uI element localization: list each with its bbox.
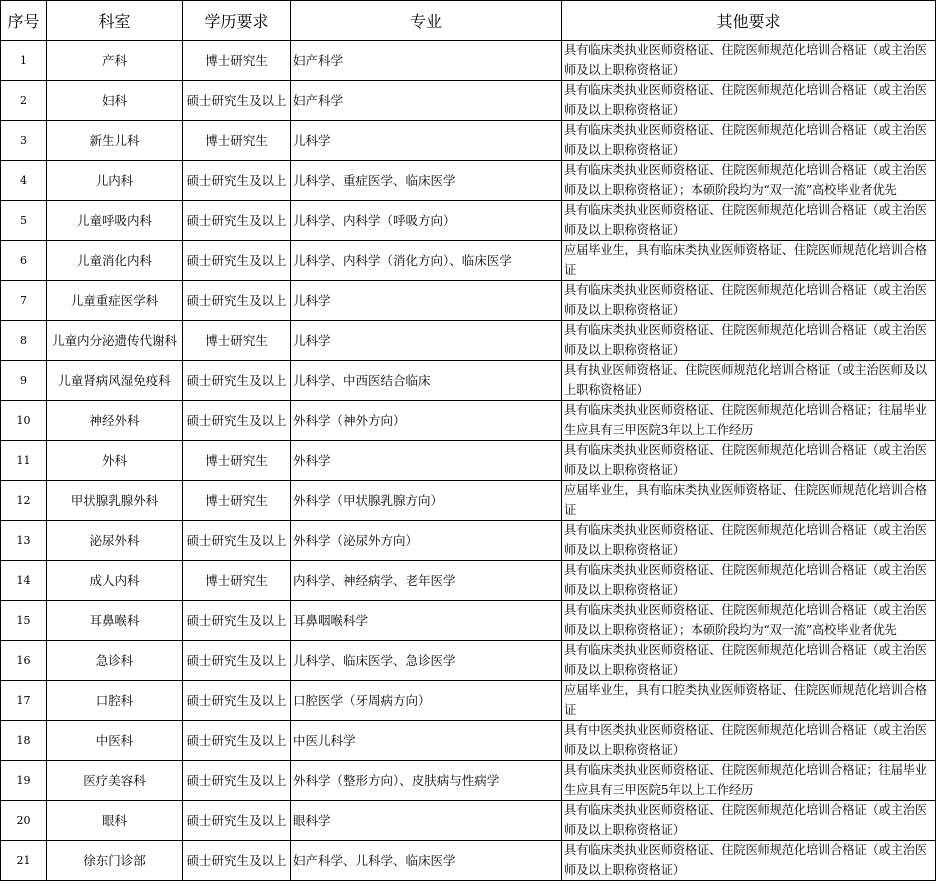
cell-other: 具有临床类执业医师资格证、住院医师规范化培训合格证（或主治医师及以上职称资格证） [562, 41, 936, 81]
cell-dept: 外科 [47, 441, 183, 481]
cell-major: 外科学（神外方向） [291, 401, 562, 441]
cell-dept: 泌尿外科 [47, 521, 183, 561]
cell-other: 具有执业医师资格证、住院医师规范化培训合格证（或主治医师及以上职称资格证） [562, 361, 936, 401]
table-row [1, 401, 936, 441]
cell-dept: 儿童呼吸内科 [47, 201, 183, 241]
cell-num: 9 [1, 361, 47, 401]
cell-edu: 硕士研究生及以上 [183, 761, 291, 801]
table-row [1, 161, 936, 201]
cell-num: 17 [1, 681, 47, 721]
header-row [1, 1, 936, 41]
cell-other: 具有临床类执业医师资格证、住院医师规范化培训合格证（或主治医师及以上职称资格证） [562, 441, 936, 481]
cell-num: 5 [1, 201, 47, 241]
cell-major: 内科学、神经病学、老年医学 [291, 561, 562, 601]
table-header [1, 1, 936, 41]
cell-dept: 产科 [47, 41, 183, 81]
cell-major: 中医儿科学 [291, 721, 562, 761]
table-row [1, 321, 936, 361]
cell-major: 妇产科学、儿科学、临床医学 [291, 841, 562, 881]
cell-other: 具有临床类执业医师资格证、住院医师规范化培训合格证（或主治医师及以上职称资格证） [562, 201, 936, 241]
cell-num: 3 [1, 121, 47, 161]
cell-other: 应届毕业生，具有口腔类执业医师资格证、住院医师规范化培训合格证 [562, 681, 936, 721]
cell-dept: 新生儿科 [47, 121, 183, 161]
cell-dept: 眼科 [47, 801, 183, 841]
cell-other: 具有临床类执业医师资格证、住院医师规范化培训合格证（或主治医师及以上职称资格证） [562, 521, 936, 561]
cell-major: 妇产科学 [291, 81, 562, 121]
cell-dept: 耳鼻喉科 [47, 601, 183, 641]
cell-dept: 儿童内分泌遗传代谢科 [47, 321, 183, 361]
table-row [1, 241, 936, 281]
cell-edu: 博士研究生 [183, 41, 291, 81]
cell-other: 具有临床类执业医师资格证、住院医师规范化培训合格证（或主治医师及以上职称资格证） [562, 81, 936, 121]
cell-major: 外科学（整形方向）、皮肤病与性病学 [291, 761, 562, 801]
header-dept: 科室 [47, 1, 183, 41]
cell-num: 14 [1, 561, 47, 601]
cell-num: 11 [1, 441, 47, 481]
cell-dept: 徐东门诊部 [47, 841, 183, 881]
table-row [1, 641, 936, 681]
cell-other: 具有临床类执业医师资格证、住院医师规范化培训合格证（或主治医师及以上职称资格证） [562, 321, 936, 361]
cell-dept: 医疗美容科 [47, 761, 183, 801]
cell-other: 具有临床类执业医师资格证、住院医师规范化培训合格证（或主治医师及以上职称资格证） [562, 801, 936, 841]
cell-num: 8 [1, 321, 47, 361]
cell-major: 儿科学、内科学（消化方向）、临床医学 [291, 241, 562, 281]
cell-num: 13 [1, 521, 47, 561]
table-row [1, 41, 936, 81]
cell-major: 外科学（泌尿外方向） [291, 521, 562, 561]
cell-major: 儿科学 [291, 121, 562, 161]
cell-dept: 神经外科 [47, 401, 183, 441]
cell-other: 具有临床类执业医师资格证、住院医师规范化培训合格证；往届毕业生应具有三甲医院3年以上工作经历 [562, 401, 936, 441]
cell-other: 具有临床类执业医师资格证、住院医师规范化培训合格证（或主治医师及以上职称资格证）；本硕阶段均为“双一流”高校毕业者优先 [562, 161, 936, 201]
cell-other: 具有临床类执业医师资格证、住院医师规范化培训合格证（或主治医师及以上职称资格证） [562, 641, 936, 681]
cell-dept: 儿童消化内科 [47, 241, 183, 281]
table-row [1, 681, 936, 721]
cell-dept: 儿内科 [47, 161, 183, 201]
cell-major: 儿科学、内科学（呼吸方向） [291, 201, 562, 241]
cell-edu: 硕士研究生及以上 [183, 681, 291, 721]
cell-other: 具有临床类执业医师资格证、住院医师规范化培训合格证（或主治医师及以上职称资格证） [562, 841, 936, 881]
cell-num: 7 [1, 281, 47, 321]
cell-num: 4 [1, 161, 47, 201]
header-edu: 学历要求 [183, 1, 291, 41]
cell-edu: 硕士研究生及以上 [183, 841, 291, 881]
cell-edu: 博士研究生 [183, 561, 291, 601]
cell-dept: 成人内科 [47, 561, 183, 601]
cell-other: 具有中医类执业医师资格证、住院医师规范化培训合格证（或主治医师及以上职称资格证） [562, 721, 936, 761]
cell-edu: 博士研究生 [183, 481, 291, 521]
cell-edu: 硕士研究生及以上 [183, 161, 291, 201]
table-row [1, 801, 936, 841]
cell-major: 儿科学、中西医结合临床 [291, 361, 562, 401]
cell-other: 具有临床类执业医师资格证、住院医师规范化培训合格证；往届毕业生应具有三甲医院5年以上工作经历 [562, 761, 936, 801]
cell-edu: 硕士研究生及以上 [183, 201, 291, 241]
cell-dept: 急诊科 [47, 641, 183, 681]
table-row [1, 601, 936, 641]
cell-edu: 硕士研究生及以上 [183, 241, 291, 281]
cell-num: 15 [1, 601, 47, 641]
cell-major: 儿科学、重症医学、临床医学 [291, 161, 562, 201]
cell-major: 耳鼻咽喉科学 [291, 601, 562, 641]
table-row [1, 361, 936, 401]
cell-major: 儿科学 [291, 321, 562, 361]
cell-edu: 硕士研究生及以上 [183, 721, 291, 761]
cell-num: 1 [1, 41, 47, 81]
cell-dept: 儿童重症医学科 [47, 281, 183, 321]
cell-other: 具有临床类执业医师资格证、住院医师规范化培训合格证（或主治医师及以上职称资格证） [562, 121, 936, 161]
cell-dept: 妇科 [47, 81, 183, 121]
cell-num: 10 [1, 401, 47, 441]
header-other: 其他要求 [562, 1, 936, 41]
cell-dept: 口腔科 [47, 681, 183, 721]
cell-num: 12 [1, 481, 47, 521]
cell-major: 眼科学 [291, 801, 562, 841]
cell-edu: 博士研究生 [183, 441, 291, 481]
cell-num: 16 [1, 641, 47, 681]
table-row [1, 721, 936, 761]
cell-edu: 博士研究生 [183, 321, 291, 361]
cell-num: 2 [1, 81, 47, 121]
cell-num: 20 [1, 801, 47, 841]
cell-other: 应届毕业生，具有临床类执业医师资格证、住院医师规范化培训合格证 [562, 241, 936, 281]
cell-edu: 硕士研究生及以上 [183, 521, 291, 561]
table-body [1, 41, 936, 881]
table-row [1, 561, 936, 601]
cell-dept: 儿童肾病风湿免疫科 [47, 361, 183, 401]
cell-num: 21 [1, 841, 47, 881]
cell-major: 儿科学 [291, 281, 562, 321]
table-row [1, 441, 936, 481]
header-major: 专业 [291, 1, 562, 41]
header-num: 序号 [1, 1, 47, 41]
cell-major: 口腔医学（牙周病方向） [291, 681, 562, 721]
cell-edu: 硕士研究生及以上 [183, 361, 291, 401]
cell-other: 具有临床类执业医师资格证、住院医师规范化培训合格证（或主治医师及以上职称资格证） [562, 281, 936, 321]
table-row [1, 81, 936, 121]
table-row [1, 481, 936, 521]
table-row [1, 281, 936, 321]
table-row [1, 201, 936, 241]
table-row [1, 121, 936, 161]
cell-major: 外科学（甲状腺乳腺方向） [291, 481, 562, 521]
cell-edu: 硕士研究生及以上 [183, 641, 291, 681]
cell-dept: 中医科 [47, 721, 183, 761]
cell-num: 18 [1, 721, 47, 761]
cell-edu: 硕士研究生及以上 [183, 81, 291, 121]
cell-edu: 硕士研究生及以上 [183, 601, 291, 641]
cell-edu: 硕士研究生及以上 [183, 801, 291, 841]
cell-other: 具有临床类执业医师资格证、住院医师规范化培训合格证（或主治医师及以上职称资格证）；本硕阶段均为“双一流”高校毕业者优先 [562, 601, 936, 641]
cell-edu: 硕士研究生及以上 [183, 401, 291, 441]
cell-major: 儿科学、临床医学、急诊医学 [291, 641, 562, 681]
cell-major: 妇产科学 [291, 41, 562, 81]
cell-num: 6 [1, 241, 47, 281]
table-row [1, 521, 936, 561]
cell-edu: 硕士研究生及以上 [183, 281, 291, 321]
cell-dept: 甲状腺乳腺外科 [47, 481, 183, 521]
cell-num: 19 [1, 761, 47, 801]
cell-other: 具有临床类执业医师资格证、住院医师规范化培训合格证（或主治医师及以上职称资格证） [562, 561, 936, 601]
table-row [1, 841, 936, 881]
cell-other: 应届毕业生，具有临床类执业医师资格证、住院医师规范化培训合格证 [562, 481, 936, 521]
cell-major: 外科学 [291, 441, 562, 481]
cell-edu: 博士研究生 [183, 121, 291, 161]
table-row [1, 761, 936, 801]
